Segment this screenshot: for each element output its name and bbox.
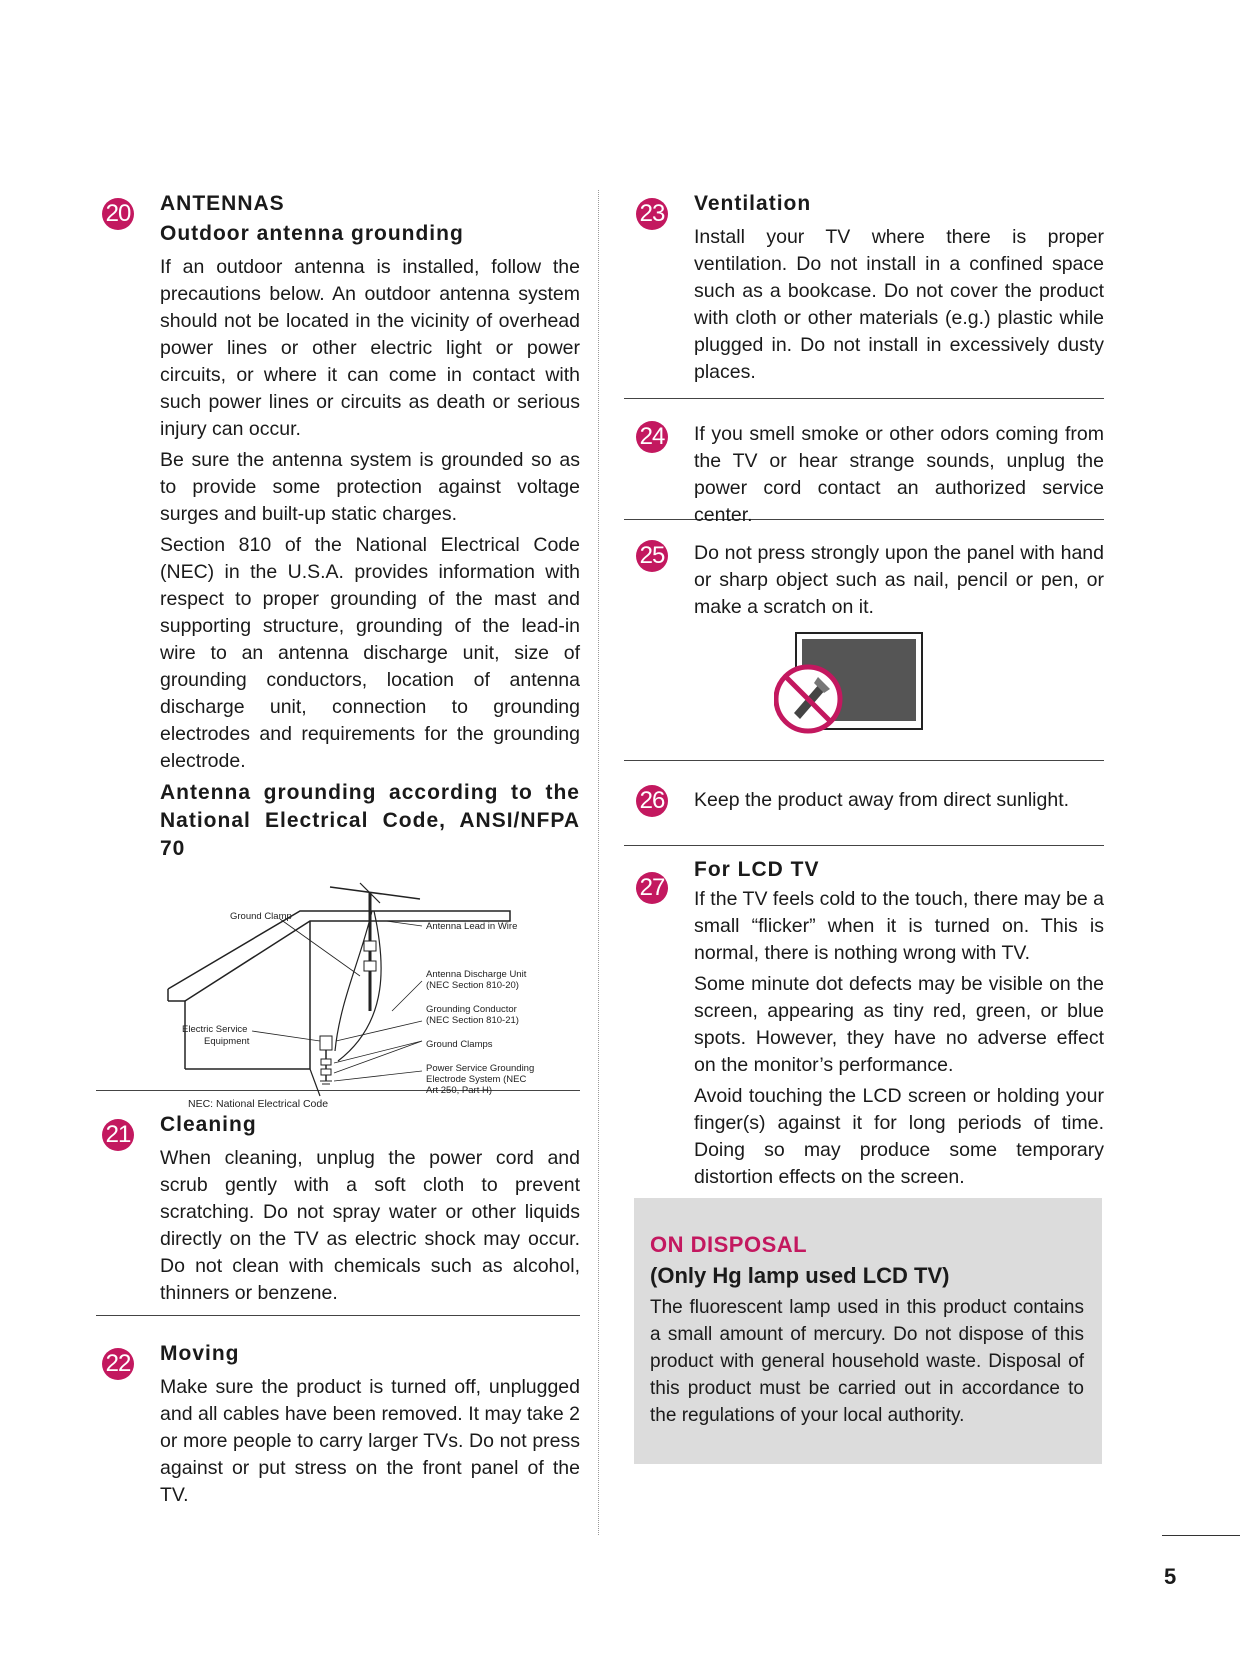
section-title: Ventilation [694,192,812,215]
section-heading: Antenna grounding according to the National Electrical Code, ANSI/NFPA 70 [160,781,580,860]
section-subtitle: Outdoor antenna grounding [160,222,464,245]
antenna-grounding-diagram [160,881,570,1121]
disposal-subtitle: (Only Hg lamp used LCD TV) [650,1263,950,1288]
label-nec-note: NEC: National Electrical Code [188,1098,329,1110]
label-grounding-conductor-section: (NEC Section 810-21) [426,1015,519,1026]
paragraph: Some minute dot defects may be visible on the screen, appearing as tiny red, green, or blue spots. However, they have no adverse effect on the monitor’s performance. [694,973,1104,1076]
section-smoke [624,399,1104,526]
paragraph: Make sure the product is turned off, unplugged and all cables have been removed. It may take 2 or more people to carry larger TVs. Do not press against or put stress on the front panel of the TV. [160,1376,580,1506]
label-discharge-unit: Antenna Discharge Unit [426,969,527,980]
label-power-service: Power Service Grounding [426,1063,535,1074]
paragraph: If the TV feels cold to the touch, there may be a small “flicker” when it is turned on. This is normal, there is nothing wrong with TV. [694,888,1104,964]
section-lcd-tv [624,846,1104,1191]
section-panel-pressure [624,520,1104,760]
paragraph: If an outdoor antenna is installed, follow the precautions below. An outdoor antenna system should not be located in the vicinity of overhead power lines or other electric light or power circuits, or where it can come in contact with such power lines or circuits as death or serious injury can occur. [160,256,580,440]
section-number-badge: 22 [102,1348,134,1380]
label-ground-clamp: Ground Clamp [230,911,292,922]
section-title: Moving [160,1342,240,1365]
section-number-badge: 24 [636,421,668,453]
paragraph: If you smell smoke or other odors coming from the TV or hear strange sounds, unplug the power cord contact an authorized service center. [694,423,1104,526]
page-number: 5 [1164,1564,1177,1589]
paragraph: Be sure the antenna system is grounded so as to provide some protection against voltage surges and built-up static charges. [160,449,580,525]
paragraph: Install your TV where there is proper ventilation. Do not install in a confined space such as a bookcase. Do not cover the product with cloth or other materials (e.g.) plastic while plugged in. Do not install in excessively dusty places. [694,226,1104,383]
label-discharge-unit-section: (NEC Section 810-20) [426,980,519,991]
label-electric-service: Electric Service [182,1024,248,1035]
label-ground-clamps: Ground Clamps [426,1039,493,1050]
disposal-paragraph: The fluorescent lamp used in this product contains a small amount of mercury. Do not dispose of this product with general household waste. Disposal of this product must be carried out in accordance to the regulations of your local authority. [650,1297,1084,1426]
label-electrode-system: Electrode System (NEC [426,1074,527,1085]
section-ventilation [624,190,1104,398]
paragraph: Do not press strongly upon the panel with hand or sharp object such as nail, pencil or pen, or make a scratch on it. [694,542,1104,618]
section-title: For LCD TV [694,858,820,881]
section-title: ANTENNAS [160,192,285,215]
label-art-250: Art 250, Part H) [426,1085,492,1096]
disposal-title: ON DISPOSAL [650,1232,808,1257]
section-antennas [96,190,580,1110]
section-cleaning [96,1091,580,1315]
right-column [624,190,1104,1195]
discharge-unit [320,1036,332,1050]
section-moving [96,1316,580,1509]
section-title: Cleaning [160,1113,257,1136]
label-antenna-lead: Antenna Lead in Wire [426,921,518,932]
section-number-badge: 25 [636,540,668,572]
paragraph: When cleaning, unplug the power cord and scrub gently with a soft cloth to prevent scratching. Do not spray water or other liquids directly on the TV as electric shock may occur. Do not clean with chemicals such as alcohol, thinners or benzene. [160,1147,580,1304]
column-divider [598,190,599,1535]
section-number-badge: 27 [636,872,668,904]
no-pen-on-screen-icon [774,631,924,735]
page-number-rule [1162,1535,1240,1536]
disposal-box [634,1198,1102,1464]
paragraph: Keep the product away from direct sunlight. [694,789,1070,811]
section-number-badge: 20 [102,198,134,230]
paragraph: Section 810 of the National Electrical Code (NEC) in the U.S.A. provides information with respect to proper grounding of the mast and supporting structure, grounding of the lead-in wire to an antenna discharge unit, size of grounding conductors, location of antenna discharge unit, connection to grounding electrodes and requirements for the grounding electrode. [160,534,580,772]
label-equipment: Equipment [204,1036,250,1047]
section-sunlight [624,761,1104,845]
left-column [96,190,580,1513]
section-number-badge: 21 [102,1119,134,1151]
paragraph: Avoid touching the LCD screen or holding your finger(s) against it for long periods of time. Doing so may produce some temporary distortion effects on the screen. [694,1085,1104,1188]
section-number-badge: 26 [636,785,668,817]
section-number-badge: 23 [636,198,668,230]
label-grounding-conductor: Grounding Conductor [426,1004,517,1015]
